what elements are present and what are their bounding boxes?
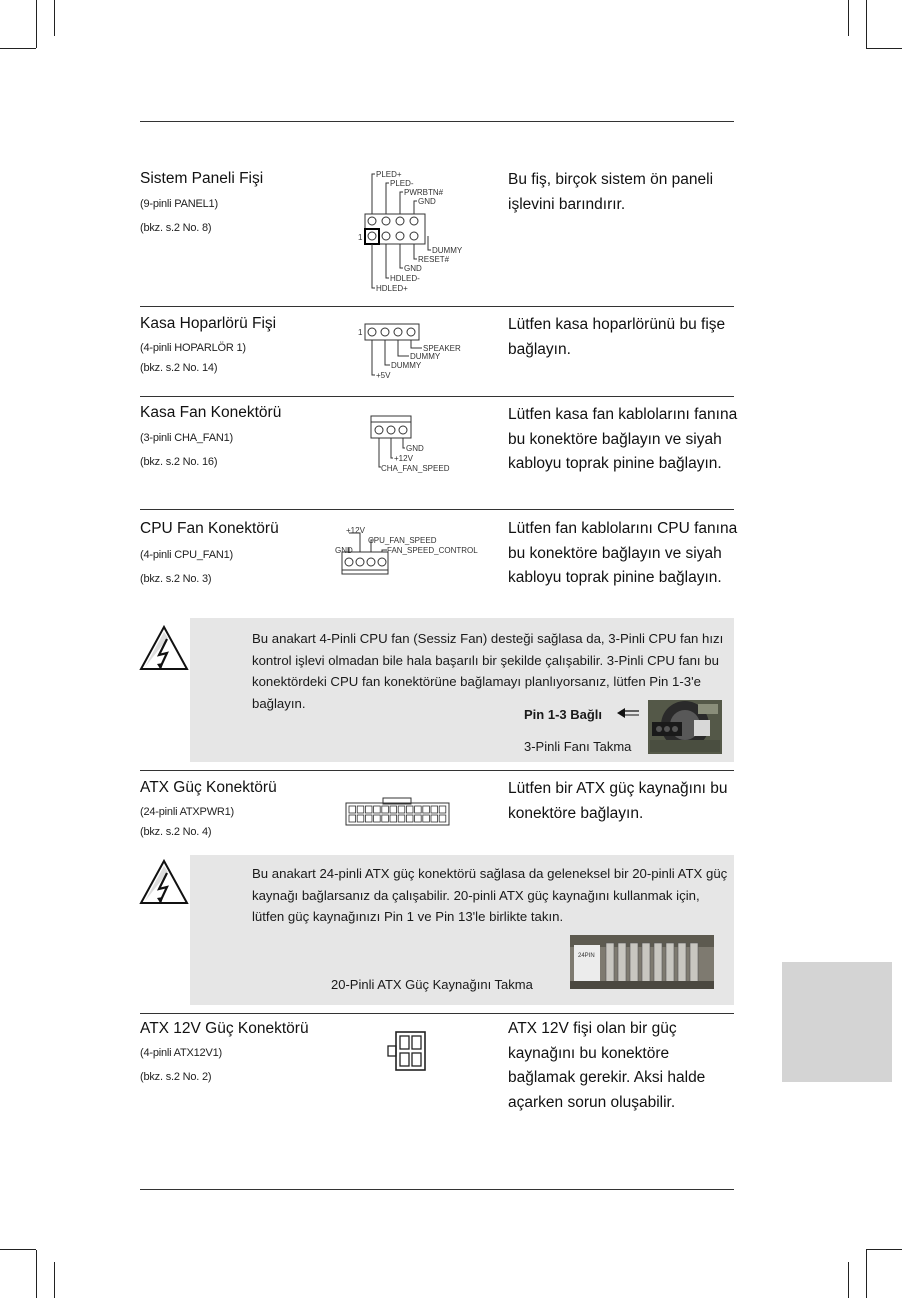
connector-pin	[406, 806, 413, 813]
section-title: Sistem Paneli Fişi	[140, 170, 264, 187]
connector-pin	[398, 815, 405, 822]
crop-mark	[848, 0, 849, 36]
crop-mark	[0, 1249, 36, 1250]
section-title: Kasa Hoparlörü Fişi	[140, 315, 277, 332]
section-divider	[140, 396, 734, 397]
section-desc: ATX 12V fişi olan bir güç kaynağını bu konektöre bağlamak gerekir. Aksi halde açarken sorun oluşabilir.	[508, 1020, 706, 1111]
pin-label: DUMMY	[410, 352, 441, 361]
section-pin: (9-pinli PANEL1)	[140, 198, 218, 210]
side-tab	[782, 962, 892, 1082]
section-pin: (3-pinli CHA_FAN1)	[140, 432, 233, 444]
connector-pin	[374, 815, 381, 822]
section-pin: (4-pinli CPU_FAN1)	[140, 549, 233, 561]
pin-label: HDLED-	[390, 274, 420, 283]
section-desc: Lütfen kasa hoparlörünü bu fişe bağlayın.	[508, 316, 726, 358]
section-desc: Bu fiş, birçok sistem ön paneli işlevini barındırır.	[508, 171, 714, 213]
pin-label: CPU_FAN_SPEED	[368, 536, 437, 545]
connector-pin	[390, 806, 397, 813]
pin1-label: 1	[358, 233, 363, 242]
note-caption: 20-Pinli ATX Güç Kaynağını Takma	[331, 977, 533, 992]
section-title: Kasa Fan Konektörü	[140, 404, 282, 421]
connector-pin	[382, 815, 389, 822]
header-rule	[140, 121, 734, 122]
crop-mark	[0, 48, 36, 49]
connector-pin	[357, 806, 364, 813]
warning-icon	[138, 858, 190, 906]
pin-label: FAN_SPEED_CONTROL	[387, 546, 478, 555]
connector-pin	[349, 815, 356, 822]
section-divider	[140, 1013, 734, 1014]
pin1-label: 1	[358, 328, 363, 337]
note-text: Bu anakart 24-pinli ATX güç konektörü sağlasa da geleneksel bir 20-pinli ATX güç kaynağı bağlarsanız da çalışabilir. 20-pinli ATX güç kaynağını kullanmak için, lütfen güç kaynağınızı Pin 1 ve Pin 13'le birlikte takın.	[252, 866, 728, 924]
note-caption: 3-Pinli Fanı Takma	[524, 739, 632, 754]
pin-label: PLED-	[390, 179, 414, 188]
atx-12v-diagram	[385, 1030, 427, 1074]
crop-mark	[54, 1262, 55, 1298]
crop-mark	[848, 1262, 849, 1298]
pin-label: CHA_FAN_SPEED	[381, 464, 450, 473]
section-ref: (bkz. s.2 No. 4)	[140, 826, 212, 838]
cpu-fan-diagram	[332, 526, 484, 582]
pin-label: SPEAKER	[423, 344, 461, 353]
section-title: ATX Güç Konektörü	[140, 779, 277, 796]
note-text: Bu anakart 4-Pinli CPU fan (Sessiz Fan) desteği sağlasa da, 3-Pinli CPU fan hızı kontrol işlevi olmadan bile hala başarılı bir şekilde çalışabilir. 3-Pinli CPU fanı bu konektördeki CPU fan konektörüne bağlamayı planlıyorsanız, lütfen Pin 1-3'e bağlayın.	[252, 631, 724, 711]
crop-mark	[54, 0, 55, 36]
connector-pin	[390, 815, 397, 822]
atx-24pin-diagram	[345, 797, 451, 827]
atx-connector-photo	[570, 935, 714, 989]
connector-pin	[365, 806, 372, 813]
section-pin: (24-pinli ATXPWR1)	[140, 806, 234, 818]
connector-pin	[374, 806, 381, 813]
arrow-left-icon	[617, 707, 641, 719]
connector-pin	[439, 806, 446, 813]
pin-label: RESET#	[418, 255, 450, 264]
section-ref: (bkz. s.2 No. 3)	[140, 573, 212, 585]
pin-label: DUMMY	[432, 246, 463, 255]
cpu-fan-photo	[648, 700, 722, 754]
crop-mark	[866, 1249, 902, 1250]
connector-pin	[349, 806, 356, 813]
section-desc: Lütfen fan kablolarını CPU fanına bu konektöre bağlayın ve siyah kabloyu toprak pinine bağlayın.	[508, 520, 738, 586]
connector-pin	[423, 806, 430, 813]
crop-mark	[866, 0, 867, 48]
warning-icon	[138, 624, 190, 672]
pin-label: DUMMY	[391, 361, 422, 370]
connector-pin	[406, 815, 413, 822]
section-divider	[140, 509, 734, 510]
connector-pin	[415, 806, 422, 813]
speaker-header-diagram	[355, 318, 465, 384]
section-ref: (bkz. s.2 No. 16)	[140, 456, 218, 468]
connector-pin	[382, 806, 389, 813]
footer-rule	[140, 1189, 734, 1190]
section-ref: (bkz. s.2 No. 2)	[140, 1071, 212, 1083]
pin-label: GND	[404, 264, 422, 273]
pin-label: GND	[406, 444, 424, 453]
section-pin: (4-pinli ATX12V1)	[140, 1047, 222, 1059]
pin-connect-label: Pin 1-3 Bağlı	[524, 707, 603, 722]
connector-pin	[431, 806, 438, 813]
crop-mark	[866, 48, 902, 49]
connector-pin	[415, 815, 422, 822]
connector-pin	[357, 815, 364, 822]
pin-label: GND	[418, 197, 436, 206]
section-desc: Lütfen bir ATX güç kaynağını bu konektöre bağlayın.	[508, 780, 728, 822]
connector-pin	[365, 815, 372, 822]
pin-label: +5V	[376, 371, 391, 380]
section-ref: (bkz. s.2 No. 14)	[140, 362, 218, 374]
crop-mark	[36, 0, 37, 48]
pin-label: +12V	[346, 526, 365, 535]
pin-label: +12V	[394, 454, 413, 463]
crop-mark	[866, 1250, 867, 1298]
crop-mark	[36, 1250, 37, 1298]
section-desc: Lütfen kasa fan kablolarını fanına bu konektöre bağlayın ve siyah kabloyu toprak pinine bağlayın.	[508, 406, 738, 472]
pin-label: GND	[335, 546, 353, 555]
pin-label: PLED+	[376, 170, 402, 179]
section-pin: (4-pinli HOPARLÖR 1)	[140, 342, 246, 354]
connector-pin	[398, 806, 405, 813]
section-ref: (bkz. s.2 No. 8)	[140, 222, 212, 234]
photo-label: 24PIN	[578, 953, 595, 959]
pin-label: PWRBTN#	[404, 188, 444, 197]
connector-pin	[423, 815, 430, 822]
connector-pin	[439, 815, 446, 822]
connector-pin	[431, 815, 438, 822]
section-divider	[140, 306, 734, 307]
panel-header-diagram	[355, 168, 495, 298]
section-title: CPU Fan Konektörü	[140, 520, 279, 537]
section-title: ATX 12V Güç Konektörü	[140, 1020, 309, 1037]
section-divider	[140, 770, 734, 771]
pin-label: HDLED+	[376, 284, 408, 293]
chassis-fan-diagram	[365, 414, 460, 476]
